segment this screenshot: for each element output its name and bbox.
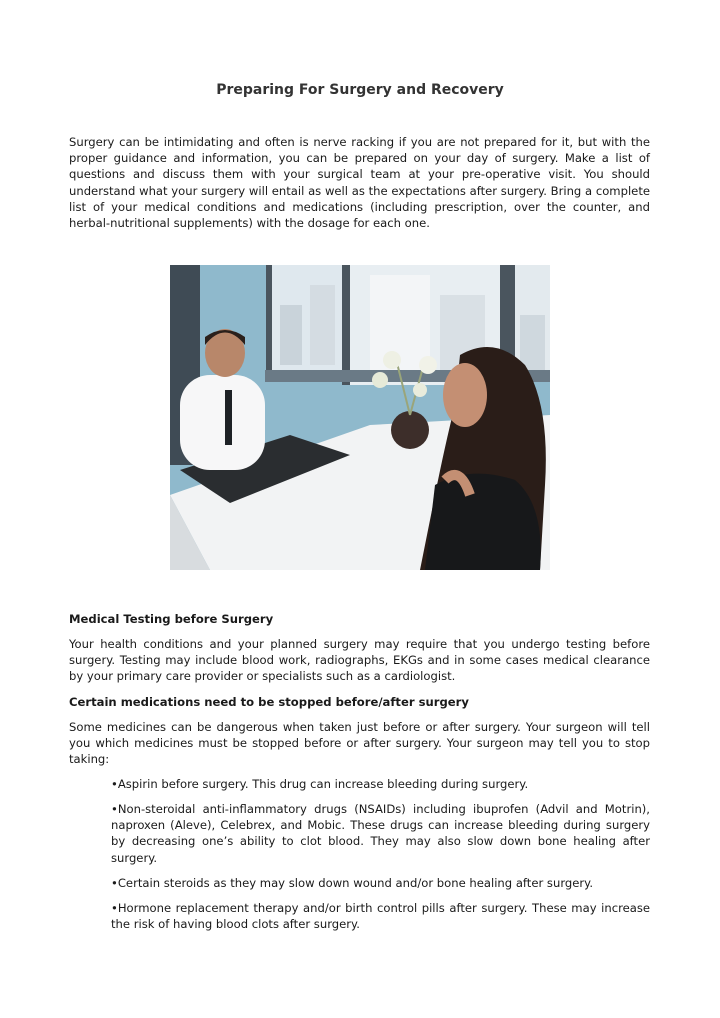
consultation-photo bbox=[170, 265, 550, 570]
intro-paragraph: Surgery can be intimidating and often is nerve racking if you are not prepared for it, but with the proper guidance and information, you can be prepared on your day of surgery. Make a list of questions and discuss them with your surgical team at your pre-operative visit. You should understand what your surgery will entail as well as the expectations after surgery. Bring a complete list of your medical conditions and medications (including prescription, over the counter, and herbal-nutritional supplements) with the dosage for each one. bbox=[69, 135, 650, 231]
page-title: Preparing For Surgery and Recovery bbox=[216, 82, 504, 98]
bullet-steroids: •Certain steroids as they may slow down wound and/or bone healing after surgery. bbox=[111, 876, 594, 890]
bullet-hormone-therapy: •Hormone replacement therapy and/or birth control pills after surgery. These may increase the risk of having blood clots after surgery. bbox=[111, 901, 650, 932]
section-heading-testing: Medical Testing before Surgery bbox=[69, 612, 274, 626]
testing-paragraph: Your health conditions and your planned surgery may require that you undergo testing before surgery. Testing may include blood work, radiographs, EKGs and in some cases medical clearance by your primary care provider or specialists such as a cardiologist. bbox=[69, 637, 650, 684]
bullet-nsaids: •Non-steroidal anti-inflammatory drugs (NSAIDs) including ibuprofen (Advil and Motrin), naproxen (Aleve), Celebrex, and Mobic. These drugs can increase bleeding during surgery by decreasing one’s ability to clot blood. They may also slow down bone healing after surgery. bbox=[111, 802, 650, 865]
consultation-photo-illustration bbox=[170, 265, 550, 570]
medications-paragraph: Some medicines can be dangerous when taken just before or after surgery. Your surgeon will tell you which medicines must be stopped before or after surgery. Your surgeon may tell you to stop taking: bbox=[69, 720, 650, 767]
section-heading-medications: Certain medications need to be stopped before/after surgery bbox=[69, 695, 469, 709]
bullet-aspirin: •Aspirin before surgery. This drug can increase bleeding during surgery. bbox=[111, 777, 529, 791]
